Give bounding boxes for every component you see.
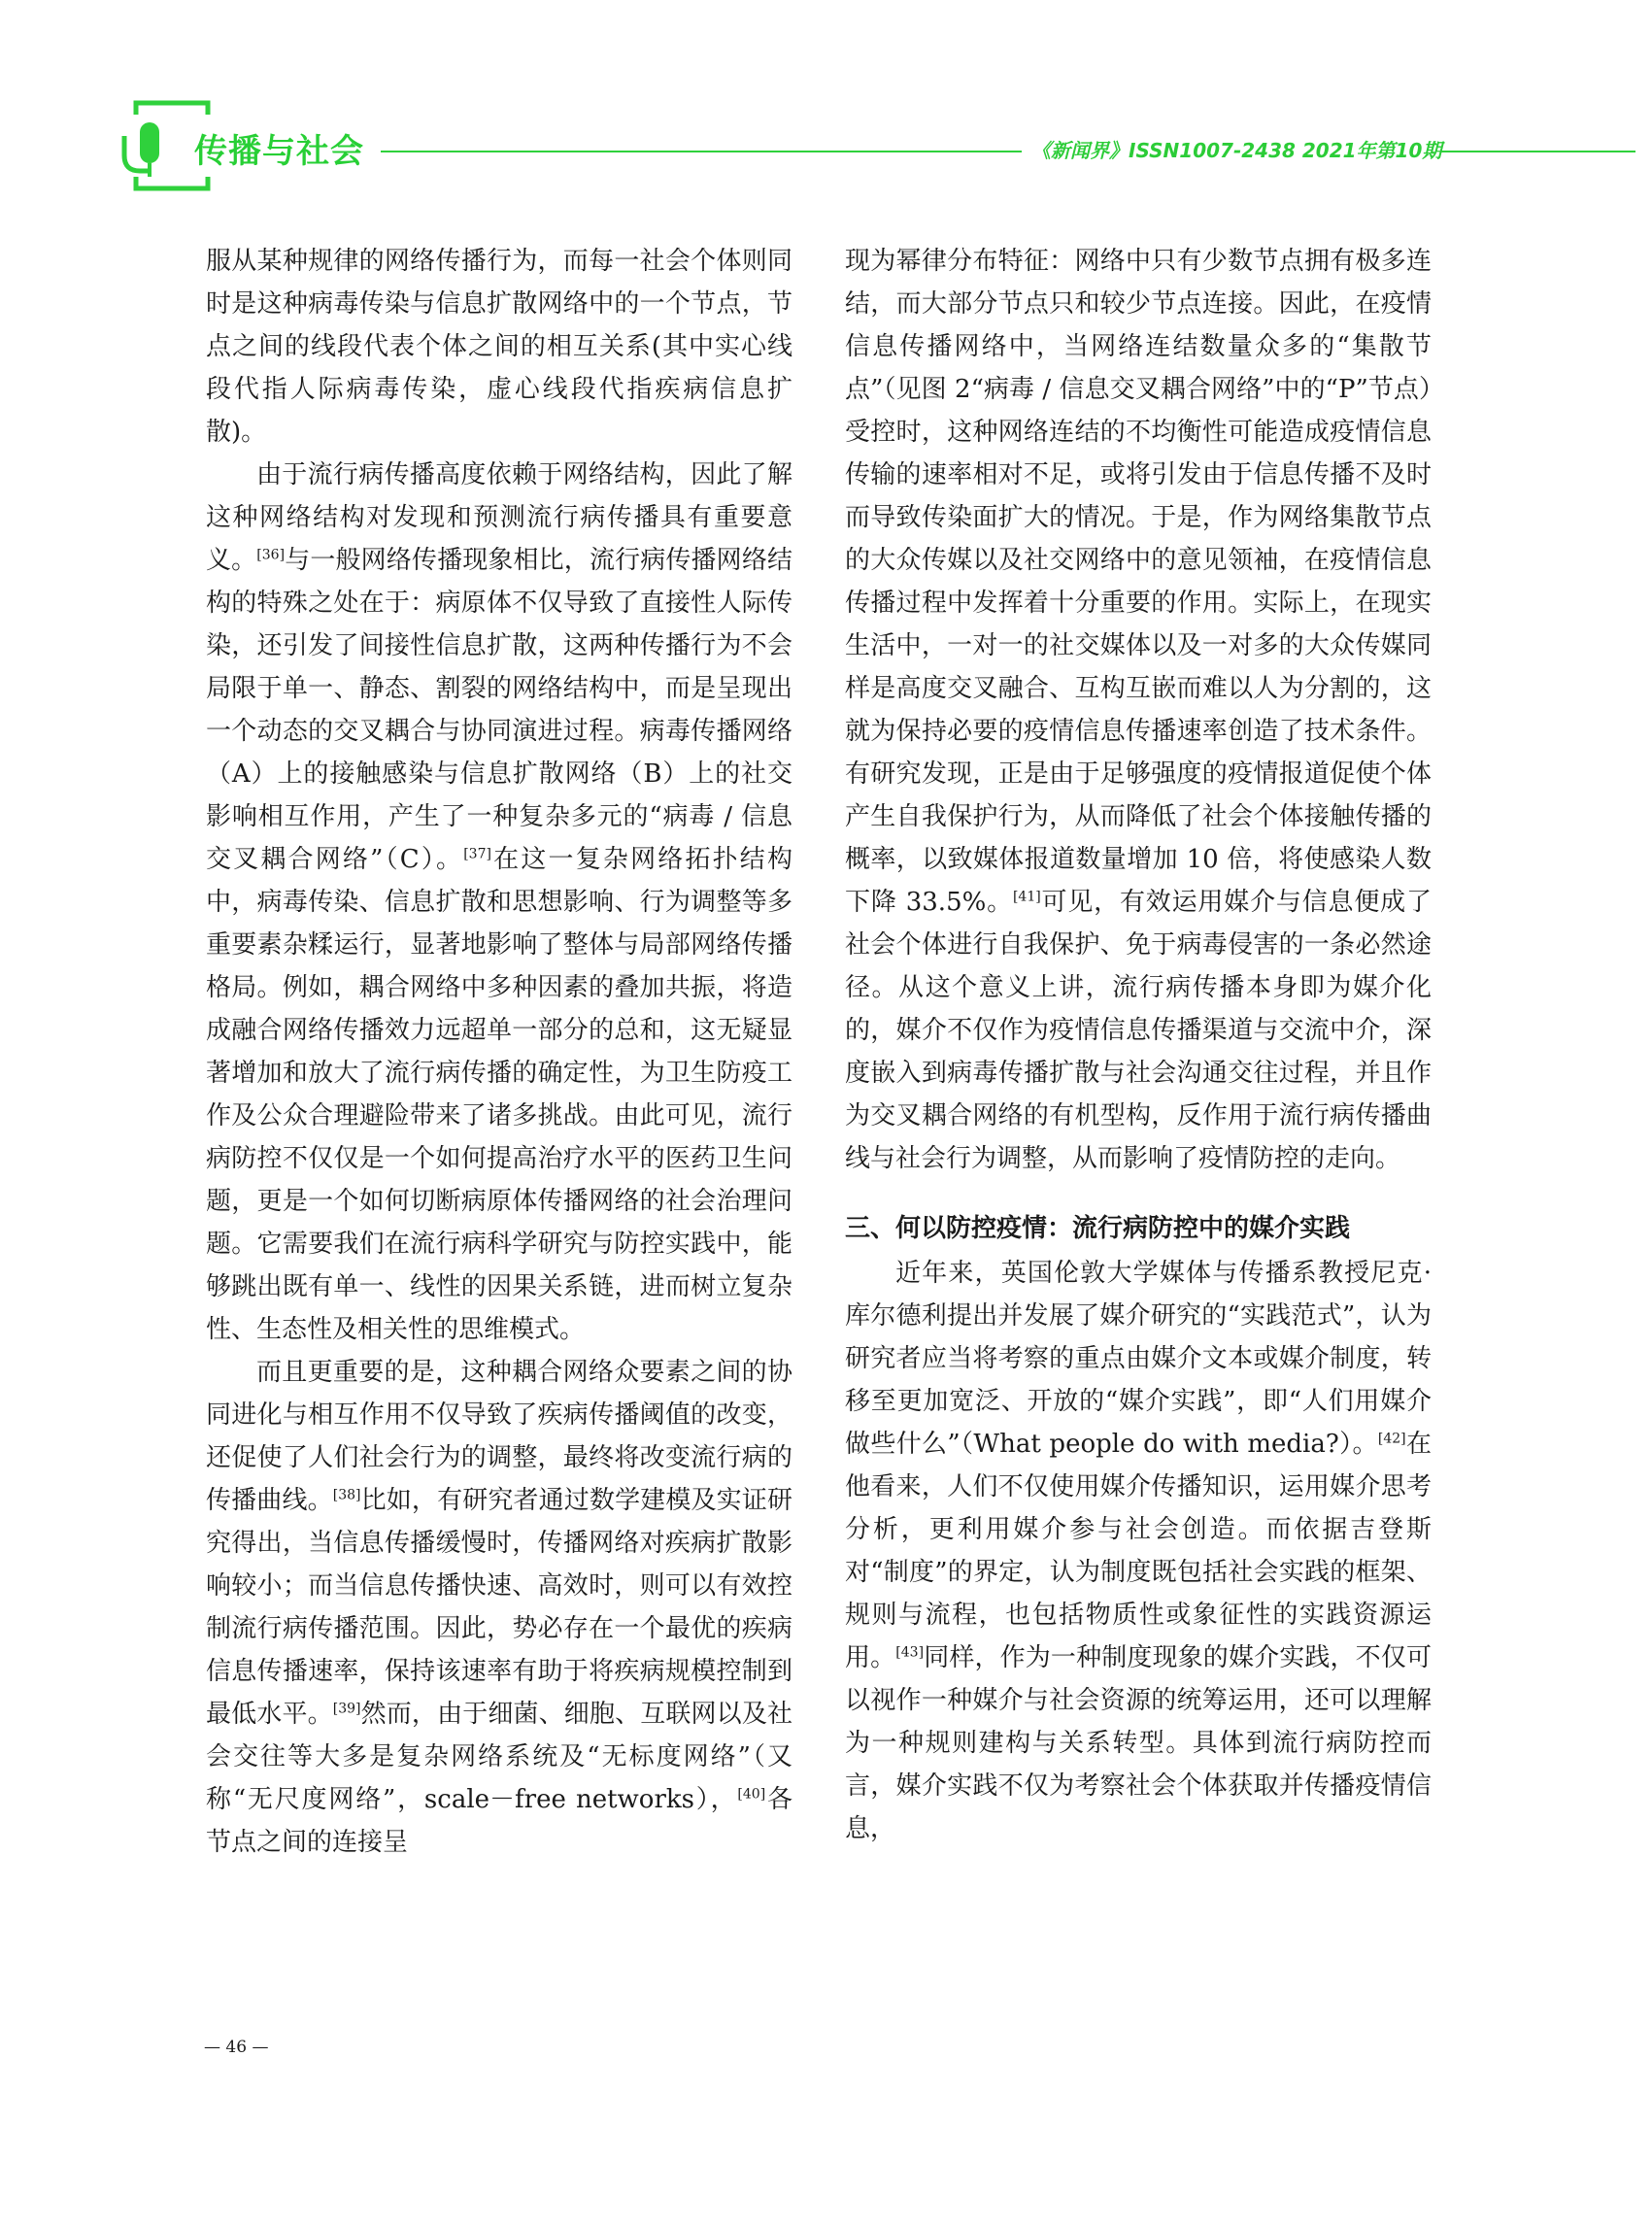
citation-marker: [43] — [895, 1644, 925, 1661]
text-run: 各节点之间的连接呈 — [206, 1785, 792, 1857]
paragraph — [206, 1351, 792, 1864]
journal-info: 《新闻界》ISSN1007-2438 2021年第10期 — [1031, 139, 1442, 162]
text-run: 由于流行病传播高度依赖于网络结构，因此了解这种网络结构对发现和预测流行病传播具有重要意义。 — [206, 460, 792, 575]
section-heading: 三、何以防控疫情：流行病防控中的媒介实践 — [845, 1214, 1351, 1243]
text-run: 而且更重要的是，这种耦合网络众要素之间的协同进化与相互作用不仅导致了疾病传播阈值的改变，还促使了人们社会行为的调整，最终将改变流行病的传播曲线。 — [206, 1358, 792, 1515]
text-run: 可见，有效运用媒介与信息便成了社会个体进行自我保护、免于病毒侵害的一条必然途径。从这个意义上讲，流行病传播本身即为媒介化的，媒介不仅作为疫情信息传播渠道与交流中介，深度嵌入到病毒传播扩散与社会沟通交往过程，并且作为交叉耦合网络的有机型构，反作用于流行病传播曲线与社会行为调整，从而影响了疫情防控的走向。 — [845, 888, 1432, 1173]
right-column — [845, 240, 1432, 1850]
paragraph: 服从某种规律的网络传播行为，而每一社会个体则同时是这种病毒传染与信息扩散网络中的一个节点，节点之间的线段代表个体之间的相互关系(其中实心线段代指人际病毒传染，虚心线段代指疾病信息扩散)。 — [206, 247, 792, 447]
citation-marker: [42] — [1377, 1431, 1406, 1447]
section-title: 传播与社会 — [194, 132, 364, 171]
text-run: 比如，有研究者通过数学建模及实证研究得出，当信息传播缓慢时，传播网络对疾病扩散影响较小；而当信息传播快速、高效时，则可以有效控制流行病传播范围。因此，势必存在一个最优的疾病信息传播速率，保持该速率有助于将疾病规模控制到最低水平。 — [206, 1486, 792, 1729]
text-run: 在这一复杂网络拓扑结构中，病毒传染、信息扩散和思想影响、行为调整等多重要素杂糅运行，显著地影响了整体与局部网络传播格局。例如，耦合网络中多种因素的叠加共振，将造成融合网络传播效力远超单一部分的总和，这无疑显著增加和放大了流行病传播的确定性，为卫生防疫工作及公众合理避险带来了诸多挑战。由此可见，流行病防控不仅仅是一个如何提高治疗水平的医药卫生问题，更是一个如何切断病原体传播网络的社会治理问题。它需要我们在流行病科学研究与防控实践中，能够跳出既有单一、线性的因果关系链，进而树立复杂性、生态性及相关性的思维模式。 — [206, 845, 792, 1344]
citation-marker: [40] — [737, 1786, 766, 1803]
text-run: 现为幂律分布特征：网络中只有少数节点拥有极多连结，而大部分节点只和较少节点连接。因此，在疫情信息传播网络中，当网络连结数量众多的“集散节点”（见图 2“病毒 / 信息交叉耦合网络”中的“P”节点）受控时，这种网络连结的不均衡性可能造成疫情信息传输的速率相对不足，或将引发由于信息传播不及时而导致传染面扩大的情况。于是，作为网络集散节点的大众传媒以及社交网络中的意见领袖，在疫情信息传播过程中发挥着十分重要的作用。实际上，在现实生活中，一对一的社交媒体以及一对多的大众传媒同样是高度交叉融合、互构互嵌而难以人为分割的，这就为保持必要的疫情信息传播速率创造了技术条件。有研究发现，正是由于足够强度的疫情报道促使个体产生自我保护行为，从而降低了社会个体接触传播的概率，以致媒体报道数量增加 10 倍，将使感染人数下降 33.5%。 — [845, 247, 1432, 917]
citation-marker: [38] — [332, 1487, 361, 1503]
text-run: 同样，作为一种制度现象的媒介实践，不仅可以视作一种媒介与社会资源的统筹运用，还可以理解为一种规则建构与关系转型。具体到流行病防控而言，媒介实践不仅为考察社会个体获取并传播疫情信息， — [845, 1643, 1432, 1843]
paragraph — [845, 1252, 1432, 1850]
paragraph — [206, 454, 792, 1351]
text-run: 与一般网络传播现象相比，流行病传播网络结构的特殊之处在于：病原体不仅导致了直接性人际传染，还引发了间接性信息扩散，这两种传播行为不会局限于单一、静态、割裂的网络结构中，而是呈现出一个动态的交叉耦合与协同演进过程。病毒传播网络（A）上的接触感染与信息扩散网络（B）上的社交影响相互作用，产生了一种复杂多元的“病毒 / 信息交叉耦合网络”（C）。 — [206, 546, 792, 874]
citation-marker: [39] — [332, 1701, 361, 1717]
text-run: 然而，由于细菌、细胞、互联网以及社会交往等大多是复杂网络系统及“无标度网络”（又称“无尺度网络”，scale－free networks）， — [206, 1700, 792, 1814]
text-run: 近年来，英国伦敦大学媒体与传播系教授尼克·库尔德利提出并发展了媒介研究的“实践范式”，认为研究者应当将考察的重点由媒介文本或媒介制度，转移至更加宽泛、开放的“媒介实践”，即“人们用媒介做些什么”（What people do with media?）。 — [845, 1259, 1432, 1459]
header-rule-right — [1441, 151, 1635, 152]
text-run: 在他看来，人们不仅使用媒介传播知识，运用媒介思考分析，更利用媒介参与社会创造。而依据吉登斯对“制度”的界定，认为制度既包括社会实践的框架、规则与流程，也包括物质性或象征性的实践资源运用。 — [845, 1430, 1432, 1672]
paragraph — [845, 240, 1432, 1180]
header-rule-left — [381, 151, 1022, 152]
left-column — [206, 240, 792, 1864]
citation-marker: [41] — [1012, 889, 1041, 905]
page-number: — 46 — — [204, 2038, 269, 2057]
citation-marker: [36] — [256, 547, 286, 563]
citation-marker: [37] — [463, 846, 491, 862]
